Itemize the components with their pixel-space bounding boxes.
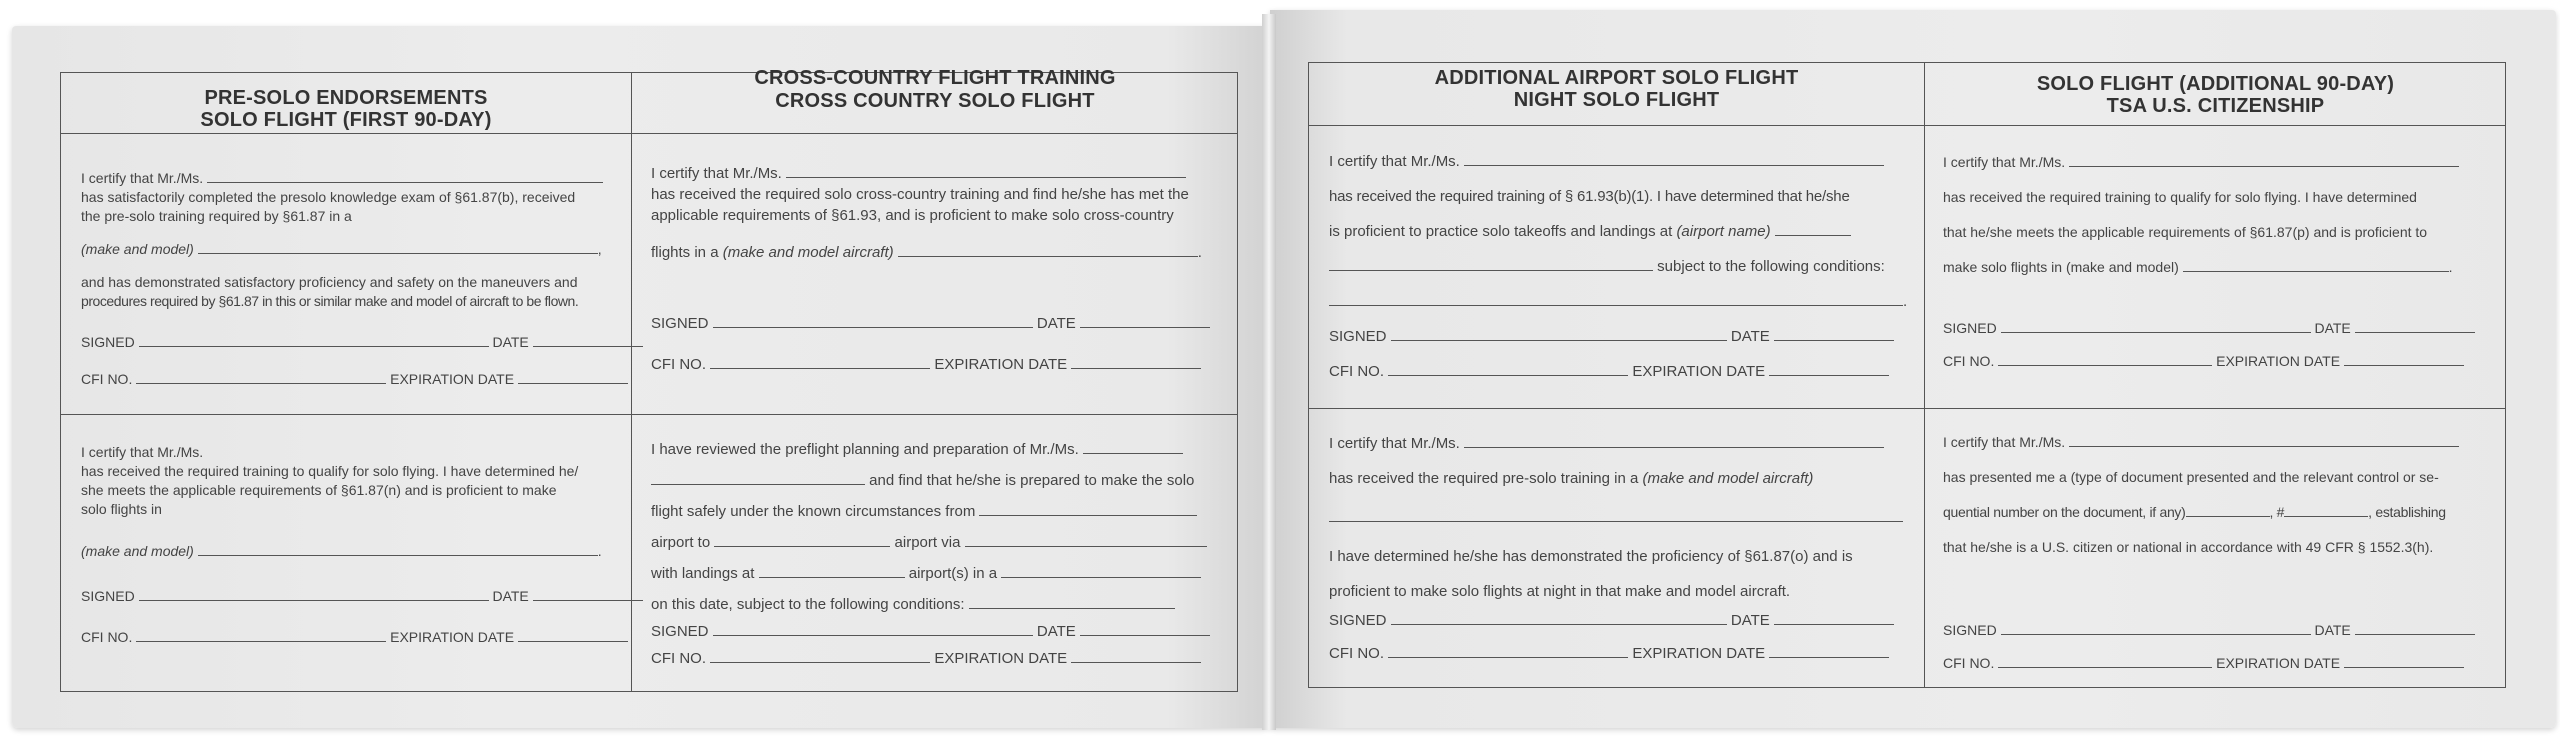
certify-text: I certify that Mr./Ms. xyxy=(651,165,782,182)
certify-text: I certify that Mr./Ms. xyxy=(1329,435,1460,452)
signed-label: SIGNED xyxy=(1943,622,1997,638)
cfi-number-line[interactable] xyxy=(136,640,386,642)
body-text: the pre-solo training required by §61.87 in a xyxy=(81,208,352,224)
make-model-label: (make and model) xyxy=(81,543,194,559)
body-text: that he/she is a U.S. citizen or national in accordance with 49 CFR § 1552.3(h). xyxy=(1943,539,2434,555)
expiration-label: EXPIRATION DATE xyxy=(1632,363,1766,380)
airports-in-a-label: airport(s) in a xyxy=(908,565,998,582)
date-label: DATE xyxy=(492,334,529,350)
make-model-line[interactable] xyxy=(898,255,1198,257)
cfi-number-line[interactable] xyxy=(1388,374,1628,376)
night-solo-block xyxy=(1329,433,1919,664)
header-line: ADDITIONAL AIRPORT SOLO FLIGHT xyxy=(1434,67,1799,89)
date-label: DATE xyxy=(1730,612,1770,629)
date-line[interactable] xyxy=(1080,326,1210,328)
certify-text: I certify that Mr./Ms. xyxy=(81,170,204,186)
cfi-label: CFI NO. xyxy=(81,371,133,387)
cfi-number-line[interactable] xyxy=(710,367,930,369)
signature-line[interactable] xyxy=(139,345,489,347)
body-text: flight safely under the known circumstances from xyxy=(651,503,976,520)
body-text: and find that he/she is prepared to make the solo xyxy=(869,472,1195,489)
signed-label: SIGNED xyxy=(1329,328,1387,345)
additional-airport-block xyxy=(1329,151,1919,382)
date-label: DATE xyxy=(1036,623,1076,640)
student-name-line[interactable] xyxy=(207,181,603,183)
pre-solo-endorsement-block xyxy=(81,169,611,389)
signature-line[interactable] xyxy=(2001,331,2311,333)
date-line[interactable] xyxy=(2355,633,2475,635)
cfi-number-line[interactable] xyxy=(710,661,930,663)
expiration-label: EXPIRATION DATE xyxy=(1632,645,1766,662)
header-cross-country xyxy=(633,67,1237,113)
student-name-line[interactable] xyxy=(1464,164,1884,166)
airport-to-label: airport to xyxy=(651,534,711,551)
cfi-label: CFI NO. xyxy=(651,650,706,667)
header-additional-90-day xyxy=(1926,73,2505,117)
certify-text: I certify that Mr./Ms. xyxy=(81,444,204,460)
punctuation: . xyxy=(2448,259,2453,275)
aircraft-line[interactable] xyxy=(1001,576,1201,578)
body-text: that he/she meets the applicable requirements of §61.87(p) and is proficient to xyxy=(1943,224,2428,240)
expiration-line[interactable] xyxy=(1769,374,1889,376)
signed-label: SIGNED xyxy=(651,623,709,640)
punctuation: . xyxy=(1197,244,1202,261)
row-divider xyxy=(1309,408,2505,409)
signature-line[interactable] xyxy=(713,634,1033,636)
additional-90-day-block xyxy=(1943,153,2498,371)
solo-flight-endorsement-block xyxy=(81,443,611,647)
cross-country-endorsement-block xyxy=(651,163,1221,375)
expiration-line[interactable] xyxy=(2344,666,2464,668)
expiration-line[interactable] xyxy=(1071,367,1201,369)
date-label: DATE xyxy=(492,588,529,604)
punctuation: . xyxy=(1903,293,1908,310)
certify-text: I certify that Mr./Ms. xyxy=(1329,153,1460,170)
body-text: make solo flights in (make and model) xyxy=(1943,259,2179,275)
header-line: PRE-SOLO ENDORSEMENTS xyxy=(204,87,488,109)
student-name-line-cont[interactable] xyxy=(651,483,865,485)
expiration-label: EXPIRATION DATE xyxy=(390,371,515,387)
body-text: has received the required solo cross-country training and find he/she has met the xyxy=(651,186,1189,203)
cfi-label: CFI NO. xyxy=(651,356,706,373)
header-line: TSA U.S. CITIZENSHIP xyxy=(2106,95,2325,117)
student-name-line[interactable] xyxy=(2069,165,2459,167)
header-line: SOLO FLIGHT (FIRST 90-DAY) xyxy=(200,109,492,131)
airport-name-line-cont[interactable] xyxy=(1329,269,1653,271)
cfi-label: CFI NO. xyxy=(1943,353,1995,369)
conditions-line[interactable] xyxy=(1329,304,1903,306)
body-text: has presented me a (type of document presented and the relevant control or se- xyxy=(1943,469,2439,485)
body-text: she meets the applicable requirements of §61.87(n) and is proficient to make xyxy=(81,482,557,498)
expiration-line[interactable] xyxy=(2344,364,2464,366)
cfi-label: CFI NO. xyxy=(81,629,133,645)
certify-text: I certify that Mr./Ms. xyxy=(1943,434,2066,450)
date-label: DATE xyxy=(1730,328,1770,345)
body-text: proficient to make solo flights at night in that make and model aircraft. xyxy=(1329,583,1791,600)
date-label: DATE xyxy=(2314,320,2351,336)
body-text: has received the required training to qualify for solo flying. I have determined he/ xyxy=(81,463,579,479)
header-line: CROSS-COUNTRY FLIGHT TRAINING xyxy=(754,67,1116,89)
signed-label: SIGNED xyxy=(651,315,709,332)
make-model-line[interactable] xyxy=(198,252,598,254)
conditions-text: subject to the following conditions: xyxy=(1657,258,1885,275)
body-text: has received the required pre-solo training in a xyxy=(1329,470,1639,487)
from-airport-line[interactable] xyxy=(979,514,1197,516)
date-line[interactable] xyxy=(533,345,643,347)
document-type-line[interactable] xyxy=(2186,515,2270,517)
cfi-number-line[interactable] xyxy=(136,382,386,384)
airport-name-label: (airport name) xyxy=(1676,223,1771,240)
landings-label: with landings at xyxy=(651,565,755,582)
student-name-line[interactable] xyxy=(2069,445,2459,447)
tsa-citizenship-block xyxy=(1943,433,2498,673)
expiration-label: EXPIRATION DATE xyxy=(390,629,515,645)
conditions-line[interactable] xyxy=(969,607,1175,609)
body-text: I have determined he/she has demonstrated the proficiency of §61.87(o) and is xyxy=(1329,548,1853,565)
book-spine xyxy=(1262,14,1276,730)
cfi-label: CFI NO. xyxy=(1329,363,1384,380)
expiration-line[interactable] xyxy=(518,382,628,384)
expiration-label: EXPIRATION DATE xyxy=(934,650,1068,667)
header-line: CROSS COUNTRY SOLO FLIGHT xyxy=(775,90,1095,112)
to-airport-line[interactable] xyxy=(714,545,890,547)
expiration-line[interactable] xyxy=(1769,656,1889,658)
header-line: SOLO FLIGHT (ADDITIONAL 90-DAY) xyxy=(2036,73,2395,95)
date-line[interactable] xyxy=(1774,623,1894,625)
signature-line[interactable] xyxy=(2001,633,2311,635)
signed-label: SIGNED xyxy=(1329,612,1387,629)
make-model-line[interactable] xyxy=(1329,520,1903,522)
conditions-text: on this date, subject to the following conditions: xyxy=(651,596,965,613)
body-text: procedures required by §61.87 in this or similar make and model of aircraft to be flown. xyxy=(81,293,579,309)
cross-country-solo-block xyxy=(651,439,1221,669)
expiration-label: EXPIRATION DATE xyxy=(934,356,1068,373)
signature-line[interactable] xyxy=(1391,623,1727,625)
left-endorsement-table xyxy=(60,67,1238,692)
airport-via-label: airport via xyxy=(894,534,961,551)
body-text: , establishing xyxy=(2368,504,2446,520)
signed-label: SIGNED xyxy=(1943,320,1997,336)
expiration-line[interactable] xyxy=(518,640,628,642)
body-text: solo flights in xyxy=(81,501,162,517)
make-model-label: (make and model aircraft) xyxy=(1642,470,1814,487)
date-label: DATE xyxy=(2314,622,2351,638)
date-line[interactable] xyxy=(533,599,643,601)
certify-text: I certify that Mr./Ms. xyxy=(1943,154,2066,170)
student-name-line[interactable] xyxy=(786,176,1186,178)
row-divider xyxy=(61,414,1237,415)
header-pre-solo xyxy=(61,87,631,131)
header-additional-airport xyxy=(1309,67,1924,111)
punctuation: , xyxy=(597,241,602,257)
cfi-number-line[interactable] xyxy=(1998,666,2212,668)
body-text: and has demonstrated satisfactory proficiency and safety on the maneuvers and xyxy=(81,274,578,290)
cfi-label: CFI NO. xyxy=(1943,655,1995,671)
landings-line[interactable] xyxy=(759,576,905,578)
signature-line[interactable] xyxy=(713,326,1033,328)
header-rule xyxy=(61,133,1237,134)
signed-label: SIGNED xyxy=(81,588,135,604)
punctuation: . xyxy=(597,543,602,559)
date-line[interactable] xyxy=(1080,634,1210,636)
signed-label: SIGNED xyxy=(81,334,135,350)
body-text: applicable requirements of §61.93, and is proficient to make solo cross-country xyxy=(651,207,1174,224)
body-text: has received the required training to qualify for solo flying. I have determined xyxy=(1943,189,2417,205)
number-sign: , # xyxy=(2269,504,2285,520)
via-airport-line[interactable] xyxy=(965,545,1207,547)
make-model-line[interactable] xyxy=(2183,270,2449,272)
column-divider xyxy=(1924,63,1925,687)
cfi-number-line[interactable] xyxy=(1388,656,1628,658)
body-text: is proficient to practice solo takeoffs and landings at xyxy=(1329,223,1673,240)
expiration-line[interactable] xyxy=(1071,661,1201,663)
student-name-line[interactable] xyxy=(1464,446,1884,448)
body-text: I have reviewed the preflight planning and preparation of Mr./Ms. xyxy=(651,441,1079,458)
right-endorsement-table xyxy=(1308,62,2506,688)
date-line[interactable] xyxy=(1774,339,1894,341)
make-model-label: (make and model) xyxy=(81,241,194,257)
date-line[interactable] xyxy=(2355,331,2475,333)
make-model-label: (make and model aircraft) xyxy=(722,244,894,261)
make-model-line[interactable] xyxy=(198,554,598,556)
expiration-label: EXPIRATION DATE xyxy=(2216,655,2341,671)
body-text: has satisfactorily completed the presolo knowledge exam of §61.87(b), received xyxy=(81,189,576,205)
body-text: quential number on the document, if any) xyxy=(1943,504,2186,520)
airport-name-line[interactable] xyxy=(1775,234,1851,236)
cfi-label: CFI NO. xyxy=(1329,645,1384,662)
header-rule xyxy=(1309,125,2505,126)
date-label: DATE xyxy=(1036,315,1076,332)
signature-line[interactable] xyxy=(139,599,489,601)
body-text: flights in a xyxy=(651,244,719,261)
header-line: NIGHT SOLO FLIGHT xyxy=(1513,89,1720,111)
signature-line[interactable] xyxy=(1391,339,1727,341)
document-number-line[interactable] xyxy=(2284,515,2368,517)
body-text: has received the required training of § 61.93(b)(1). I have determined that he/she xyxy=(1329,188,1850,205)
cfi-number-line[interactable] xyxy=(1998,364,2212,366)
expiration-label: EXPIRATION DATE xyxy=(2216,353,2341,369)
student-name-line[interactable] xyxy=(1083,452,1183,454)
